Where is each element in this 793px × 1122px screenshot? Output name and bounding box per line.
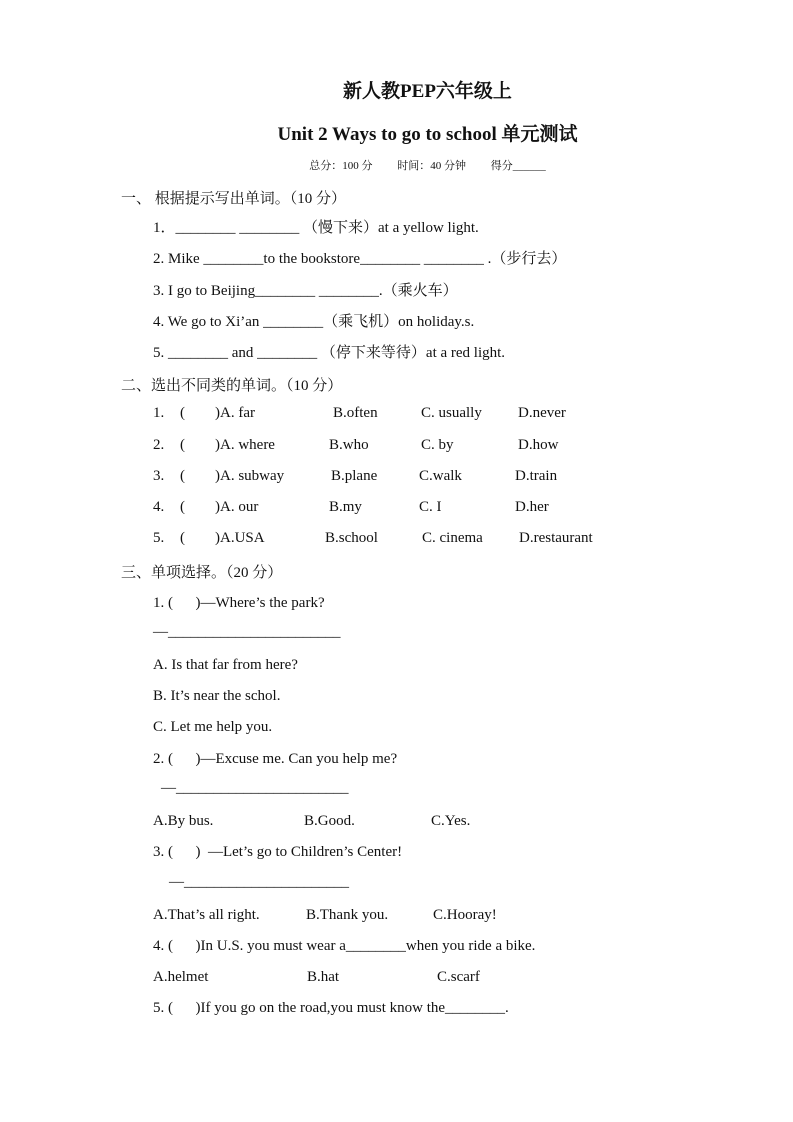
section2-heading: 二、选出不同类的单词。（10 分） <box>121 378 343 394</box>
option-d: D.restaurant <box>519 530 593 546</box>
total-score: 总分：100 分 <box>309 160 373 172</box>
option-c: C. cinema <box>422 530 483 546</box>
option-c: C.walk <box>419 468 462 484</box>
q2-option-b: B.Good. <box>304 813 355 829</box>
section1-item-2: 2. Mike ________to the bookstore________ ________ .（步行去） <box>153 251 567 267</box>
question-3: 3. ( ) —Let’s go to Children’s Center! <box>153 844 403 860</box>
page-subtitle: Unit 2 Ways to go to school 单元测试 <box>277 124 578 145</box>
row-number: 3. <box>153 468 165 484</box>
answer-blank-3: —______________________ <box>169 874 349 890</box>
question-1: 1. ( )—Where’s the park? <box>153 595 325 611</box>
time-limit: 时间：40 分钟 <box>397 160 466 172</box>
option-a: ( )A. far <box>180 405 255 421</box>
answer-blank-2: —_______________________ <box>161 780 349 796</box>
section1-heading: 一、 根据提示写出单词。（10 分） <box>121 191 347 207</box>
row-number: 2. <box>153 437 165 453</box>
q2-option-a: A.By bus. <box>153 813 214 829</box>
option-a: ( )A. subway <box>180 468 285 484</box>
option-a: ( )A. our <box>180 499 259 515</box>
option-d: D.how <box>518 437 559 453</box>
q3-option-a: A.That’s all right. <box>153 907 260 923</box>
option-b: B.plane <box>331 468 378 484</box>
option-b: B.school <box>325 530 378 546</box>
row-number: 5. <box>153 530 165 546</box>
page-title: 新人教PEP六年级上 <box>343 81 512 102</box>
q1-option-c: C. Let me help you. <box>153 719 273 735</box>
section3-heading: 三、单项选择。（20 分） <box>121 565 283 581</box>
row-number: 4. <box>153 499 165 515</box>
option-d: D.never <box>518 405 566 421</box>
option-c: C. I <box>419 499 442 515</box>
question-5: 5. ( )If you go on the road,you must know the________. <box>153 1000 509 1016</box>
q2-option-c: C.Yes. <box>431 813 471 829</box>
section1-item-1: 1．________ ________ （慢下来）at a yellow light. <box>153 220 479 236</box>
question-4: 4. ( )In U.S. you must wear a________when you ride a bike. <box>153 938 536 954</box>
q4-option-b: B.hat <box>307 969 340 985</box>
q3-option-b: B.Thank you. <box>306 907 389 923</box>
score-field: 得分______ <box>490 160 546 172</box>
option-c: C. by <box>421 437 454 453</box>
q1-option-b: B. It’s near the schol. <box>153 688 281 704</box>
option-b: B.often <box>333 405 378 421</box>
section1-item-3: 3. I go to Beijing________ ________.（乘火车） <box>153 283 458 299</box>
option-d: D.her <box>515 499 549 515</box>
answer-blank-1: —_______________________ <box>153 624 341 640</box>
row-number: 1. <box>153 405 165 421</box>
question-2: 2. ( )—Excuse me. Can you help me? <box>153 751 398 767</box>
option-b: B.my <box>329 499 362 515</box>
q4-option-c: C.scarf <box>437 969 480 985</box>
q4-option-a: A.helmet <box>153 969 209 985</box>
option-b: B.who <box>329 437 369 453</box>
q1-option-a: A. Is that far from here? <box>153 657 298 673</box>
section1-item-5: 5. ________ and ________ （停下来等待）at a red light. <box>153 345 506 361</box>
q3-option-c: C.Hooray! <box>433 907 497 923</box>
section1-item-4: 4. We go to Xi’an ________（乘飞机）on holiday.s. <box>153 314 475 330</box>
option-c: C. usually <box>421 405 482 421</box>
option-a: ( )A. where <box>180 437 275 453</box>
exam-meta <box>0 157 793 173</box>
option-a: ( )A.USA <box>180 530 265 546</box>
option-d: D.train <box>515 468 558 484</box>
